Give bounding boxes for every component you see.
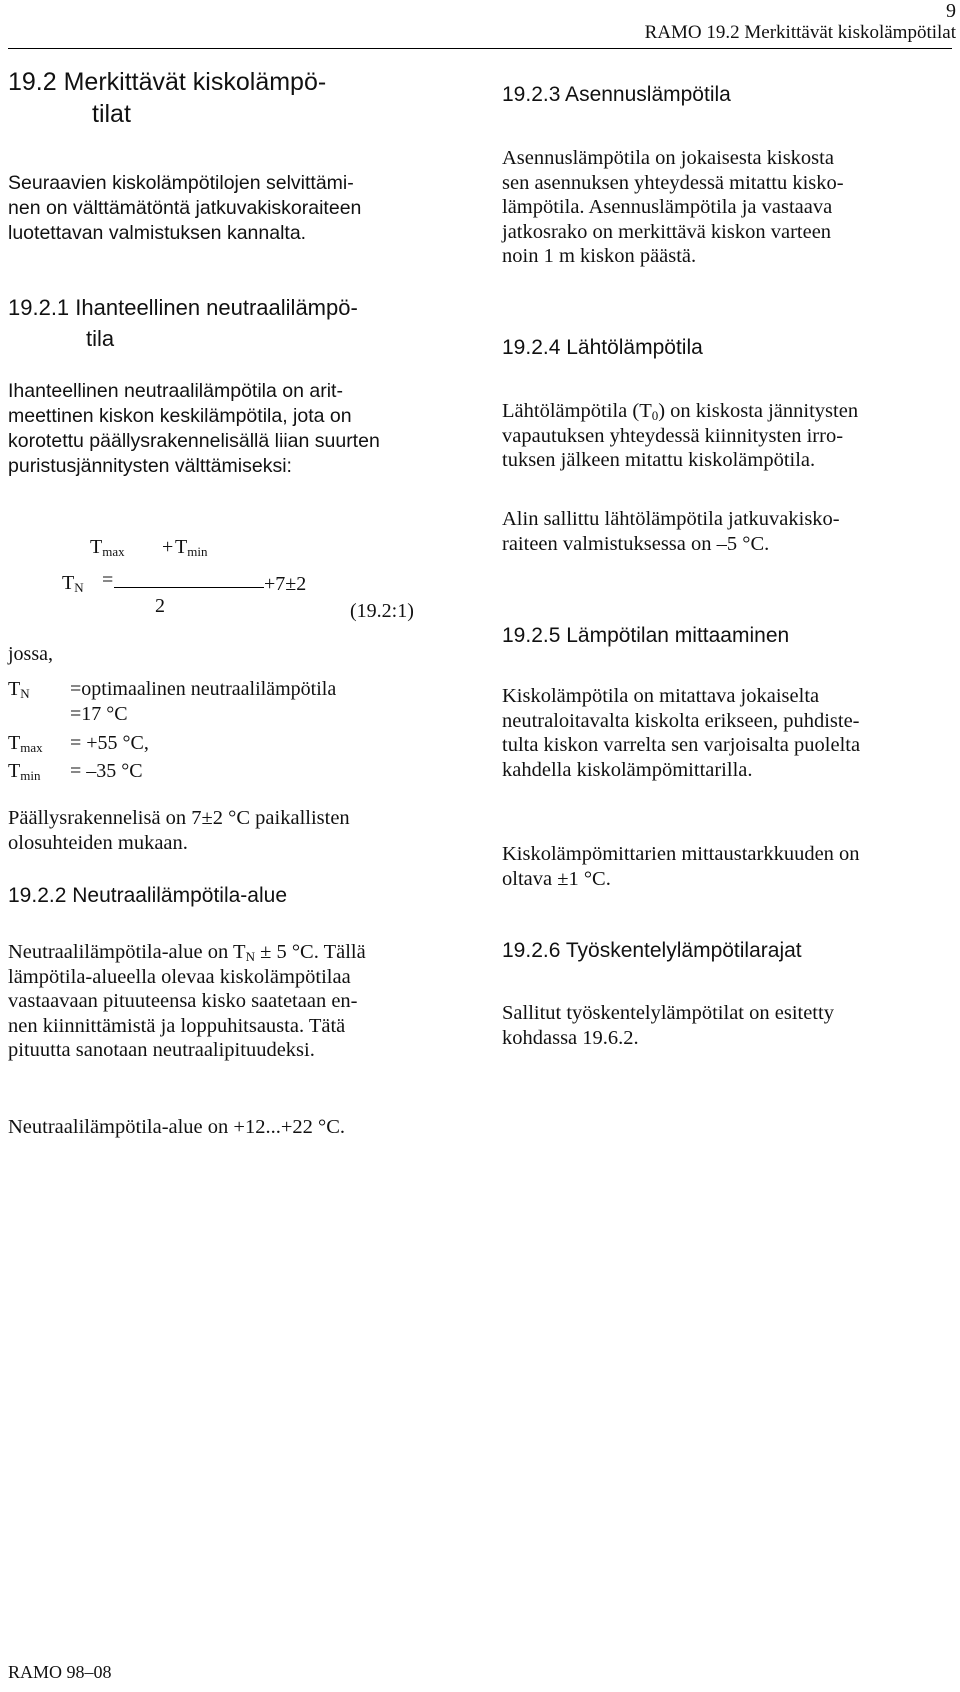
text-line: kahdella kiskolämpömittarilla. [502,758,753,781]
text-line: sen asennuksen yhteydessä mitattu kisko- [502,171,844,194]
text-line: Lähtölämpötila $(T_0)$ on kiskosta jännitysten [502,400,859,423]
text-line: Päällysrakennelisä on 7±2 °C paikallisten [8,807,350,829]
formula-t-n: $T_N$ [62,572,84,595]
text-line: oltava ±1 °C. [502,867,611,890]
section-title [8,66,326,130]
text-line: Kiskolämpömittarien mittaustarkkuuden on [502,843,860,865]
text-line: Asennuslämpötila on jokaisesta kiskosta [502,147,834,169]
text-line: lämpötila. Asennuslämpötila ja vastaava [502,196,833,218]
addition-paragraph [8,806,461,855]
neutral-range-paragraph [8,940,461,1063]
min-start-temp-paragraph [502,507,954,556]
formula-constant: +7±2 [264,573,307,595]
working-limits-paragraph [502,1001,954,1050]
neutral-range-values: Neutraalilämpötila-alue on +12...+22 °C. [8,1116,346,1138]
text-line: tuksen jälkeen mitattu kiskolämpötila. [502,449,816,471]
ideal-temp-paragraph [8,379,461,479]
text-line: vapautuksen yhteydessä kiinnitysten irro- [502,424,844,447]
running-header: RAMO 19.2 Merkittävät kiskolämpötilat [644,22,956,43]
heading-19-2-5: 19.2.5 Lämpötilan mittaaminen [502,624,790,647]
formula-t-max: $T_{max}$ [90,536,125,559]
footer-code: RAMO 98–08 [8,1662,112,1682]
text-line: olosuhteiden mukaan. [8,831,188,854]
heading-19-2-4: 19.2.4 Lähtölämpötila [502,336,703,359]
heading-19-2-1 [8,292,358,354]
heading-line-2: tila [86,326,115,351]
text-line: nen kiinnittämistä ja loppuhitsausta. Tätä [8,1014,346,1037]
formula-t-min: $T_{min}$ [175,536,208,559]
text-line: Sallitut työskentelylämpötilat on esitetty [502,1002,834,1024]
section-title-line-2: tilat [92,100,131,128]
text-line: meettinen kiskon keskilämpötila, jota on [8,405,352,427]
section-title-line-1: 19.2 Merkittävät kiskolämpö- [8,68,327,96]
text-line: Seuraavien kiskolämpötilojen selvittämi- [8,172,354,194]
page-number: 9 [946,0,956,22]
formula-denominator: 2 [155,595,165,617]
text-line: pituutta sanotaan neutraalipituudeksi. [8,1039,315,1061]
header-rule [8,48,952,49]
accuracy-paragraph [502,842,954,891]
measurement-paragraph [502,684,954,782]
text-line: Alin sallittu lähtölämpötila jatkuvakisko- [502,508,840,530]
start-temp-paragraph [502,399,954,473]
formula-plus: + [162,536,174,558]
formula-19-2-1 [62,536,457,630]
text-line: tulta kiskon varrelta sen varjoisalta puolelta [502,734,861,756]
heading-19-2-6: 19.2.6 Työskentelylämpötilarajat [502,939,802,962]
heading-19-2-3: 19.2.3 Asennuslämpötila [502,83,731,106]
text-line: neutraloitavalta kiskolta erikseen, puhdiste- [502,709,860,732]
text-line: Ihanteellinen neutraalilämpötila on arit- [8,380,343,402]
text-line: lämpötila-alueella olevaa kiskolämpötilaa [8,965,351,988]
text-line: korotettu päällysrakennelisällä liian suurten [8,430,380,452]
text-line: kohdassa 19.6.2. [502,1026,639,1049]
text-line: noin 1 m kiskon päästä. [502,245,697,267]
jossa-label: jossa, [8,643,53,665]
intro-paragraph [8,171,461,246]
text-line: puristusjännitysten välttämiseksi: [8,455,292,477]
text-line: nen on välttämätöntä jatkuvakiskoraiteen [8,197,362,219]
equation-number: (19.2:1) [350,600,414,622]
heading-line-1: 19.2.1 Ihanteellinen neutraalilämpö- [8,295,358,320]
fraction-line [114,587,264,588]
installation-temp-paragraph [502,146,954,269]
text-line: Kiskolämpötila on mitattava jokaiselta [502,685,820,707]
formula-equals: = [102,569,114,591]
text-line: vastaavaan pituuteensa kisko saatetaan en- [8,990,358,1012]
text-line: raiteen valmistuksessa on –5 °C. [502,532,770,555]
text-line: Neutraalilämpötila-alue on $T_N \pm 5$ °C. Tällä [8,941,366,964]
text-line: luotettavan valmistuksen kannalta. [8,222,307,244]
heading-19-2-2: 19.2.2 Neutraalilämpötila-alue [8,884,287,907]
text-line: jatkosrako on merkittävä kiskon varteen [502,220,832,243]
